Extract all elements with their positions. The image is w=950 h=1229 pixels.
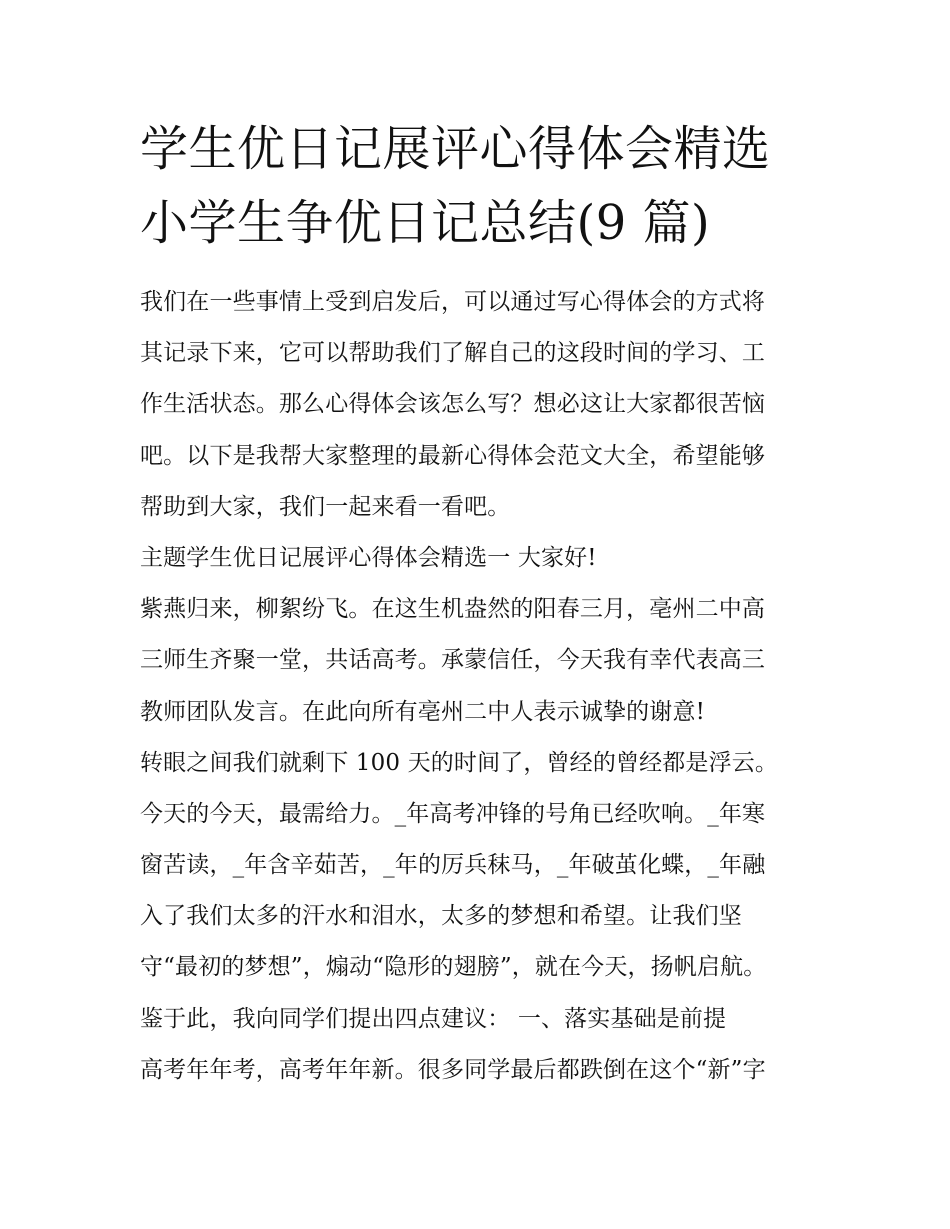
title-line-1: 学生优日记展评心得体会精选 bbox=[140, 121, 771, 177]
body-line-15: 鉴于此，我向同学们提出四点建议： 一、落实基础是前提 bbox=[140, 1005, 727, 1032]
body-line-7: 紫燕归来，柳絮纷飞。在这生机盎然的阳春三月，亳州二中高 bbox=[140, 596, 766, 623]
body-line-10: 转眼之间我们就剩下 100 天的时间了，曾经的曾经都是浮云。 bbox=[140, 749, 779, 776]
body-line-4: 吧。以下是我帮大家整理的最新心得体会范文大全，希望能够 bbox=[140, 442, 766, 469]
body-line-6: 主题学生优日记展评心得体会精选一 大家好! bbox=[140, 544, 597, 571]
title-line-2: 小学生争优日记总结(9 篇) bbox=[140, 195, 711, 251]
body-line-12: 窗苦读，_年含辛茹苦，_年的厉兵秣马，_年破茧化蝶，_年融 bbox=[140, 852, 766, 879]
body-line-13: 入了我们太多的汗水和泪水，太多的梦想和希望。让我们坚 bbox=[140, 903, 742, 930]
body-line-14: 守“最初的梦想”，煽动“隐形的翅膀”，就在今天，扬帆启航。 bbox=[140, 954, 767, 981]
body-line-3: 作生活状态。那么心得体会该怎么写？想必这让大家都很苦恼 bbox=[140, 391, 766, 418]
body-line-5: 帮助到大家，我们一起来看一看吧。 bbox=[140, 493, 511, 520]
body-line-8: 三师生齐聚一堂，共话高考。承蒙信任，今天我有幸代表高三 bbox=[140, 647, 766, 674]
document-title bbox=[140, 112, 820, 260]
body-line-9: 教师团队发言。在此向所有亳州二中人表示诚挚的谢意! bbox=[140, 698, 705, 725]
body-line-16: 高考年年考，高考年年新。很多同学最后都跌倒在这个“新”字 bbox=[140, 1056, 766, 1083]
body-line-1: 我们在一些事情上受到启发后，可以通过写心得体会的方式将 bbox=[140, 289, 766, 315]
body-line-11: 今天的今天，最需给力。_年高考冲锋的号角已经吹响。_年寒 bbox=[140, 800, 766, 827]
document-body bbox=[140, 277, 830, 1096]
body-line-2: 其记录下来，它可以帮助我们了解自己的这段时间的学习、工 bbox=[140, 340, 766, 367]
